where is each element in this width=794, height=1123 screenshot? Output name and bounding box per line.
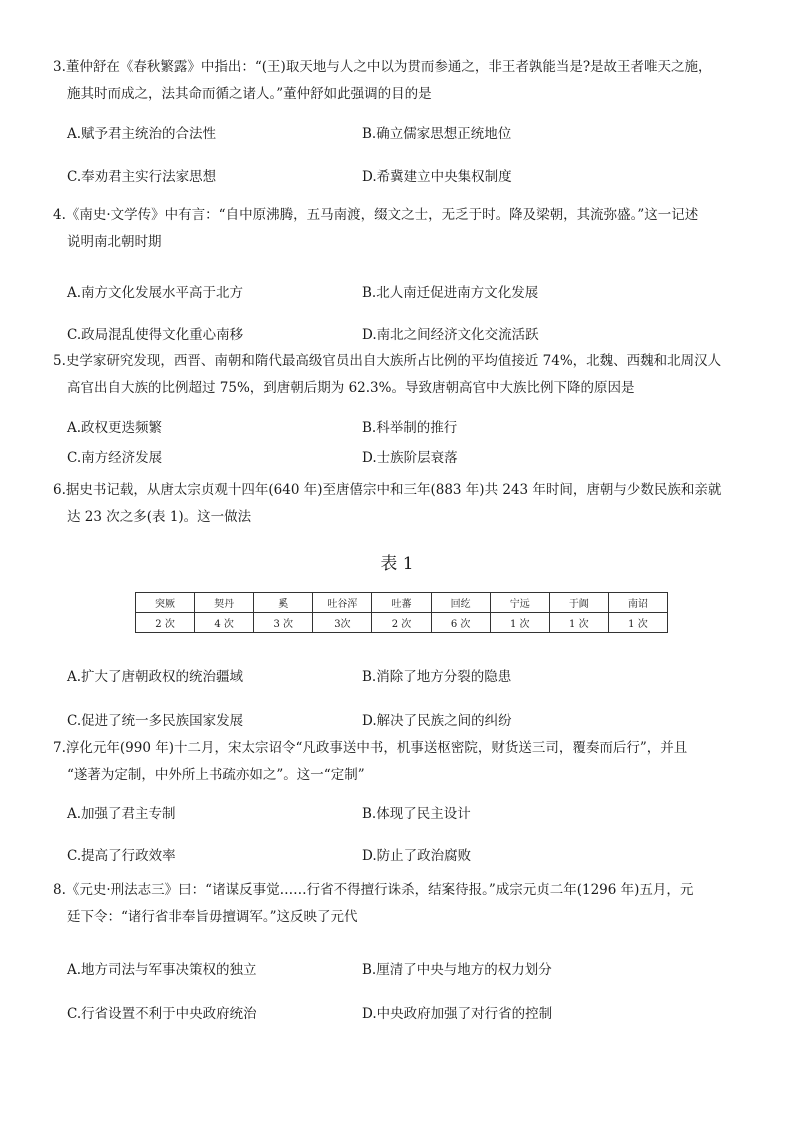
question-4 — [53, 202, 753, 256]
table-header-cell: 于阗 — [549, 593, 608, 613]
table-cell: 2 次 — [372, 613, 431, 633]
table-cell: 1 次 — [490, 613, 549, 633]
table-cell: 6 次 — [431, 613, 490, 633]
option-a[interactable]: A.赋予君主统治的合法性 — [67, 126, 217, 142]
option-b[interactable]: B.厘清了中央与地方的权力划分 — [362, 962, 552, 978]
table-header-cell: 南诏 — [608, 593, 667, 613]
option-a[interactable]: A.政权更迭频繁 — [67, 420, 163, 436]
table-header-row — [136, 593, 668, 613]
option-d[interactable]: D.士族阶层衰落 — [362, 450, 458, 466]
question-6 — [53, 477, 753, 531]
option-d[interactable]: D.中央政府加强了对行省的控制 — [362, 1006, 553, 1022]
question-stem: 4.《南史·文学传》中有言：“自中原沸腾，五马南渡，缀文之士，无乏于时。降及梁朝，其流弥盛。”这一记述 — [53, 207, 699, 223]
option-a[interactable]: A.地方司法与军事决策权的独立 — [67, 962, 257, 978]
question-stem-cont: 施其时而成之，法其命而循之诸人。”董仲舒如此强调的目的是 — [67, 86, 432, 102]
option-d[interactable]: D.防止了政治腐败 — [362, 848, 472, 864]
table-header-cell: 回纥 — [431, 593, 490, 613]
table-header-cell: 契丹 — [195, 593, 254, 613]
question-stem-cont: 高官出自大族的比例超过 75%，到唐朝后期为 62.3%。导致唐朝高官中大族比例下降的原因是 — [67, 380, 635, 396]
table-header-cell: 吐谷浑 — [313, 593, 372, 613]
table-cell: 1 次 — [608, 613, 667, 633]
table-row — [136, 613, 668, 633]
question-8 — [53, 877, 753, 931]
option-c[interactable]: C.行省设置不利于中央政府统治 — [67, 1006, 257, 1022]
question-stem-cont: 廷下令：“诸行省非奉旨毋擅调军。”这反映了元代 — [67, 909, 358, 925]
ethnic-marriage-table — [135, 592, 668, 633]
table-title: 表 1 — [380, 554, 414, 574]
table-cell: 3 次 — [254, 613, 313, 633]
option-b[interactable]: B.消除了地方分裂的隐患 — [362, 669, 512, 685]
question-stem: 8.《元史·刑法志三》曰：“诸谋反事觉……行省不得擅行诛杀，结案待报。”成宗元贞二年(1296 年)五月，元 — [53, 882, 694, 898]
option-b[interactable]: B.科举制的推行 — [362, 420, 458, 436]
option-c[interactable]: C.南方经济发展 — [67, 450, 163, 466]
option-c[interactable]: C.促进了统一多民族国家发展 — [67, 713, 244, 729]
question-stem-cont: “遂著为定制，中外所上书疏亦如之”。这一“定制” — [67, 767, 365, 783]
question-stem-cont: 达 23 次之多(表 1)。这一做法 — [67, 509, 252, 525]
option-d[interactable]: D.南北之间经济文化交流活跃 — [362, 327, 539, 343]
table-cell: 2 次 — [136, 613, 195, 633]
option-c[interactable]: C.提高了行政效率 — [67, 848, 176, 864]
table-header-cell: 奚 — [254, 593, 313, 613]
option-a[interactable]: A.加强了君主专制 — [67, 806, 176, 822]
question-3 — [53, 54, 753, 108]
option-b[interactable]: B.北人南迁促进南方文化发展 — [362, 285, 539, 301]
table-cell: 1 次 — [549, 613, 608, 633]
table-header-cell: 宁远 — [490, 593, 549, 613]
option-b[interactable]: B.确立儒家思想正统地位 — [362, 126, 512, 142]
table-cell: 3次 — [313, 613, 372, 633]
question-stem: 7.淳化元年(990 年)十二月，宋太宗诏令“凡政事送中书，机事送枢密院，财货送三司，覆奏而后行”，并且 — [53, 740, 688, 756]
option-c[interactable]: C.奉劝君主实行法家思想 — [67, 169, 217, 185]
question-stem: 5.史学家研究发现，西晋、南朝和隋代最高级官员出自大族所占比例的平均值接近 74%，北魏、西魏和北周汉人 — [53, 353, 722, 369]
question-5 — [53, 348, 753, 402]
option-d[interactable]: D.解决了民族之间的纠纷 — [362, 713, 512, 729]
option-a[interactable]: A.扩大了唐朝政权的统治疆域 — [67, 669, 244, 685]
question-stem: 3.董仲舒在《春秋繁露》中指出：“(王)取天地与人之中以为贯而参通之，非王者孰能当是?是故王者唯天之施， — [53, 59, 712, 75]
option-b[interactable]: B.体现了民主设计 — [362, 806, 471, 822]
table-header-cell: 突厥 — [136, 593, 195, 613]
option-c[interactable]: C.政局混乱使得文化重心南移 — [67, 327, 244, 343]
question-stem-cont: 说明南北朝时期 — [67, 234, 162, 250]
table-cell: 4 次 — [195, 613, 254, 633]
option-d[interactable]: D.希冀建立中央集权制度 — [362, 169, 512, 185]
table-header-cell: 吐蕃 — [372, 593, 431, 613]
question-7 — [53, 735, 753, 789]
option-a[interactable]: A.南方文化发展水平高于北方 — [67, 285, 244, 301]
question-stem: 6.据史书记载，从唐太宗贞观十四年(640 年)至唐僖宗中和三年(883 年)共 243 年时间，唐朝与少数民族和亲就 — [53, 482, 722, 498]
